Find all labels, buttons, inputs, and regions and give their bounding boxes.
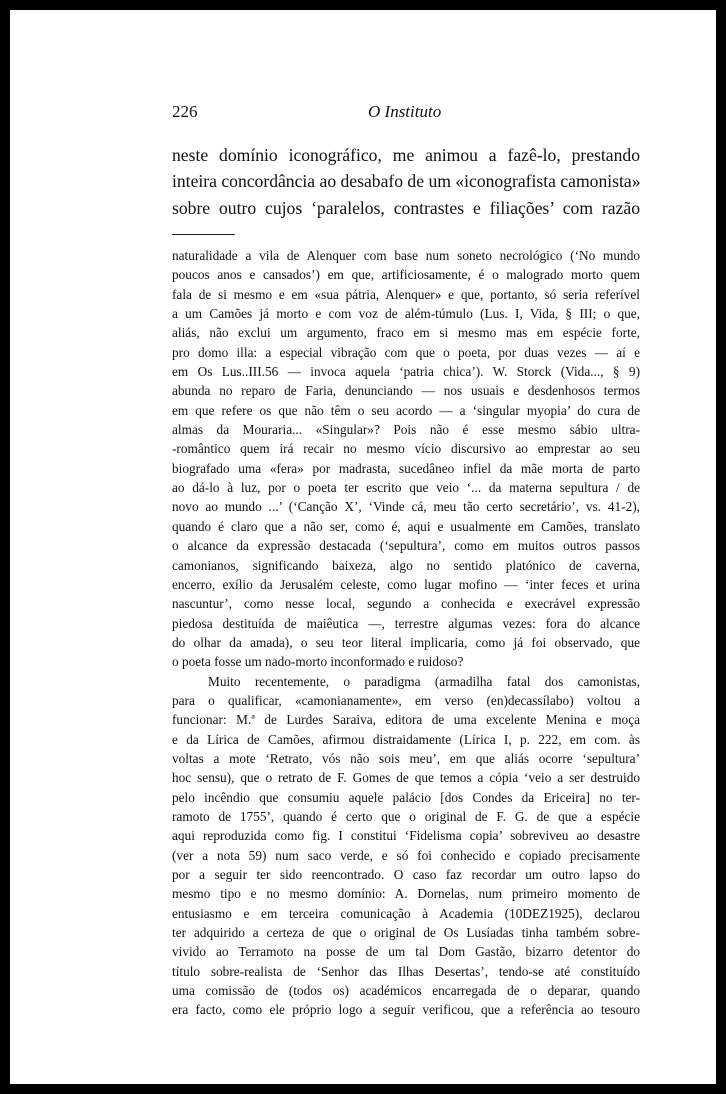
footnote-line: novo ao mundo ...’ (‘Canção X’, ‘Vinde cá, meu tão certo secretário’, vs. 41-2), [172, 499, 640, 515]
footnote-line: aqui reproduzida como fig. I constitui ‘Fidelisma copia’ sobreviveu ao desastre [172, 828, 640, 844]
footnote-block [172, 246, 640, 1020]
footnote-line: por a seguir ter sido reencontrado. O caso faz recordar um outro lapso do [172, 867, 640, 882]
footnote-line: em Os Lus..III.56 — invoca aquela ‘patria chica’). W. Storck (Vida..., § 9) [172, 364, 640, 380]
footnote-line: pelo incêndio que consumiu aquele palácio [dos Condes da Ericeira] no ter- [172, 789, 640, 805]
footnote-line: Muito recentemente, o paradigma (armadilha fatal dos camonistas, [208, 673, 640, 689]
footnote-line: quando é claro que a não ser, como é, aqui e usualmente em Camões, translato [172, 518, 640, 534]
footnote-line: era facto, como ele próprio logo a seguir verificou, que a referência ao tesouro [172, 1002, 640, 1018]
footnote-separator [172, 234, 235, 235]
footnote-line: título sobre-realista de ‘Senhor das Ilhas Desertas’, tendo-se até constituído [172, 963, 640, 979]
footnote-line: do olhar da amada), o seu teor literal implicaria, como já foi observado, que [172, 634, 640, 650]
footnote-line: fala de si mesmo e em «sua pátria, Alenquer» e que, portanto, só seria referível [172, 286, 640, 302]
footnote-line: abunda no reparo de Faria, denunciando — nos usuais e desdenhosos termos [172, 383, 640, 399]
main-text-line: sobre outro cujos ‘paralelos, contrastes e filiações’ com razão [172, 197, 640, 218]
footnote-line: almas da Mouraria... «Singular»? Pois não é esse mesmo sábio ultra- [172, 422, 640, 438]
footnote-line: -romântico quem irá recair no mesmo vício discursivo ao emprestar ao seu [172, 441, 640, 457]
footnote-line: hoc sensu), que o retrato de F. Gomes de que temos a cópia ‘veio a ser destruido [172, 770, 640, 786]
footnote-line: encerro, exílio da Jerusalém celeste, como lugar mofino — ‘inter feces et urina [172, 576, 640, 592]
running-title: O Instituto [368, 102, 442, 121]
main-text-line: inteira concordância ao desabafo de um «iconografista camonista» [172, 171, 641, 192]
footnote-line: ramoto de 1755’, quando é certo que o original de F. G. de que a espécie [172, 808, 640, 824]
footnote-line: para o qualificar, «camonianamente», em verso (en)decassílabo) voltou a [172, 692, 640, 708]
footnote-line: uma comissão de (todos os) académicos encarregada de o deparar, quando [172, 983, 640, 999]
footnote-line: biografado uma «fera» por madrasta, sucedâneo infiel da mãe morta de parto [172, 460, 640, 476]
footnote-line: pro domo illa: a especial vibração com que o poeta, por duas vezes — aí e [172, 344, 640, 360]
footnote-line: voltas a mote ‘Retrato, vós não sois meu’, em que aliás ocorre ‘sepultura’ [172, 750, 640, 766]
footnote-line: o alcance da expressão destacada (‘sepultura’, como em muitos outros passos [172, 538, 640, 554]
footnote-line: naturalidade a vila de Alenquer com base num soneto necrológico (‘No mundo [172, 248, 640, 263]
page-number: 226 [172, 102, 198, 121]
main-text-block [172, 142, 640, 221]
footnote-line: ter adquirido a certeza de que o original de Os Lusíadas tinha também sobre- [172, 925, 640, 941]
footnote-line: funcionar: M.ª de Lurdes Saraiva, editora de uma excelente Menina e moça [172, 712, 640, 728]
footnote-line: aliás, não exclui um argumento, fraco em si mesmo mas em espécie forte, [172, 325, 640, 341]
footnote-line: mesmo tipo e no mesmo domínio: A. Dornelas, num primeiro momento de [172, 886, 640, 902]
footnote-line: ao dá-lo à luz, por o poeta ter escrito que veio ‘... da materna sepultura / de [172, 480, 640, 496]
main-text-line: neste domínio iconográfico, me animou a fazê-lo, prestando [172, 145, 640, 165]
footnote-line: (ver a nota 59) num saco verde, e só foi conhecido e copiado precisamente [172, 847, 640, 863]
footnote-line: e da Lírica de Camões, afirmou distraidamente (Lírica I, p. 222, em com. às [172, 731, 640, 747]
footnote-line: piedosa destituída de maiêutica —, terrestre algumas vezes: fora do alcance [172, 615, 640, 631]
footnote-line: a um Camões já morto e com voz de além-túmulo (Lus. I, Vida, § III; o que, [172, 306, 640, 322]
footnote-line: poucos anos e cansados’) em que, artificiosamente, é o malogrado morto quem [172, 267, 640, 283]
footnote-line: camonianos, significando baixeza, algo no sentido platónico de caverna, [172, 557, 640, 573]
footnote-line: vivido ao Terramoto na posse de um tal Dom Gastão, bizarro detentor do [172, 944, 640, 960]
footnote-line: o poeta fosse um nado-morto inconformado e ruidoso? [172, 654, 464, 670]
footnote-line: nascuntur’, como nesse local, segundo a conhecida e execrável expressão [172, 596, 640, 612]
page-sheet [10, 10, 716, 1084]
footnote-line: em que refere os que não têm o seu acordo — a ‘singular myopia’ do cura de [172, 402, 640, 418]
footnote-line: entusiasmo e em terceira comunicação à Academia (10DEZ1925), declarou [172, 905, 640, 921]
page-header [172, 102, 640, 126]
